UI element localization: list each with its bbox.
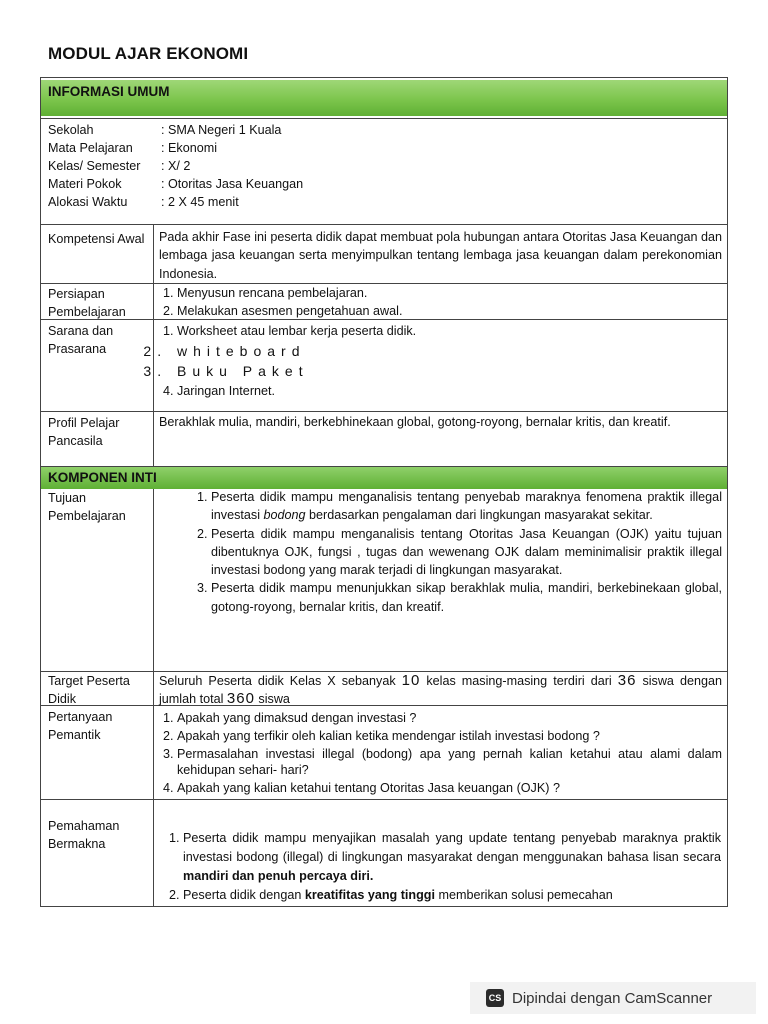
label-target: Target Peserta Didik (48, 674, 130, 706)
label-pertanyaan: Pertanyaan Pemantik (48, 710, 113, 742)
label-pemahaman: Pemahaman Bermakna (48, 819, 120, 851)
camscanner-watermark (470, 982, 756, 1014)
list-item: 4. Apakah yang kalian ketahui tentang Otoritas Jasa keuangan (OJK) ? (177, 780, 722, 796)
identity-label-class: Kelas/ Semester (48, 159, 141, 173)
list-item: 2. Peserta didik mampu menganalisis tentang Otoritas Jasa Keuangan (OJK) yaitu tujuan dibentuknya OJK, fungsi , tugas dan wewenang OJK dalam meminimalisir praktik illegal investasi bodong yang marak terjadi di lingkungan masyarakat. (211, 525, 722, 580)
list-item: 1. Peserta didik mampu menyajikan masalah yang update tentang penyebab maraknya praktik investasi bodong (illegal) di lingkungan masyarakat dengan menggunakan bahasa lisan secara mandiri dan penuh percaya diri. (183, 829, 721, 886)
kompetensi-awal-text: Pada akhir Fase ini peserta didik dapat membuat pola hubungan antara Otoritas Jasa Keuangan dan lembaga jasa keuangan serta menyimpulkan tentang lembaga jasa keuangan dalam perekonomian Indonesia. (159, 230, 722, 281)
row-divider (41, 799, 727, 800)
tujuan-list (177, 488, 722, 616)
identity-value-subject: : Ekonomi (161, 141, 217, 155)
identity-label-subject: Mata Pelajaran (48, 141, 133, 155)
list-item: 1. Peserta didik mampu menganalisis tentang penyebab maraknya fenomena praktik illegal investasi bodong berdasarkan pengalaman dari lingkungan masyarakat sekitar. (211, 488, 722, 525)
camscanner-text: Dipindai dengan CamScanner (512, 989, 713, 1007)
identity-value-school: : SMA Negeri 1 Kuala (161, 123, 282, 137)
row-divider (41, 411, 727, 412)
list-item: 3. Permasalahan investasi illegal (bodong) apa yang pernah kalian ketahui atau alami dalam kehidupan sehari- hari? (177, 746, 722, 778)
identity-value-class: : X/ 2 (161, 159, 191, 173)
list-item: 3. Peserta didik mampu menunjukkan sikap berakhlak mulia, mandiri, berkebinekaan global, gotong-royong, bernalar kritis, dan kreatif. (211, 579, 722, 616)
identity-value-time: : 2 X 45 menit (161, 195, 239, 209)
module-table (40, 77, 728, 907)
list-item: 2. Peserta didik dengan kreatifitas yang tinggi memberikan solusi pemecahan (183, 886, 721, 905)
list-item: 2. Melakukan asesmen pengetahuan awal. (177, 302, 722, 320)
document-title: MODUL AJAR EKONOMI (48, 44, 249, 63)
list-item: 1. Menyusun rencana pembelajaran. (177, 284, 722, 302)
label-sarana: Sarana dan Prasarana (48, 324, 114, 356)
label-profil: Profil Pelajar Pancasila (48, 416, 120, 448)
row-divider (41, 118, 727, 119)
pertanyaan-list (159, 710, 722, 796)
list-item: 1. Worksheet atau lembar kerja peserta didik. (177, 321, 722, 341)
list-item: 2. whiteboard (177, 341, 722, 361)
identity-label-school: Sekolah (48, 123, 94, 137)
label-kompetensi-awal: Kompetensi Awal (48, 232, 145, 246)
section-header-komponen-inti: KOMPONEN INTI (41, 467, 727, 489)
column-divider (153, 487, 154, 907)
list-item: 1. Apakah yang dimaksud dengan investasi ? (177, 710, 722, 726)
section-header-informasi-umum: INFORMASI UMUM (41, 80, 727, 116)
pemahaman-list (165, 829, 721, 905)
sarana-list (159, 321, 722, 401)
row-divider (41, 224, 727, 225)
list-item: 3. Buku Paket (177, 361, 722, 381)
target-text: Seluruh Peserta didik Kelas X sebanyak 10 kelas masing-masing terdiri dari 36 siswa dengan jumlah total 360 siswa (159, 672, 722, 707)
label-tujuan: Tujuan Pembelajaran (48, 491, 126, 523)
identity-label-time: Alokasi Waktu (48, 195, 128, 209)
label-persiapan: Persiapan Pembelajaran (48, 287, 126, 319)
identity-label-topic: Materi Pokok (48, 177, 122, 191)
profil-text: Berakhlak mulia, mandiri, berkebhinekaan global, gotong-royong, bernalar kritis, dan kreatif. (159, 415, 671, 429)
persiapan-list (159, 284, 722, 321)
identity-value-topic: : Otoritas Jasa Keuangan (161, 177, 304, 191)
list-item: 4. Jaringan Internet. (177, 381, 722, 401)
camscanner-logo-icon: CS (486, 989, 504, 1007)
list-item: 2. Apakah yang terfikir oleh kalian ketika mendengar istilah investasi bodong ? (177, 728, 722, 744)
